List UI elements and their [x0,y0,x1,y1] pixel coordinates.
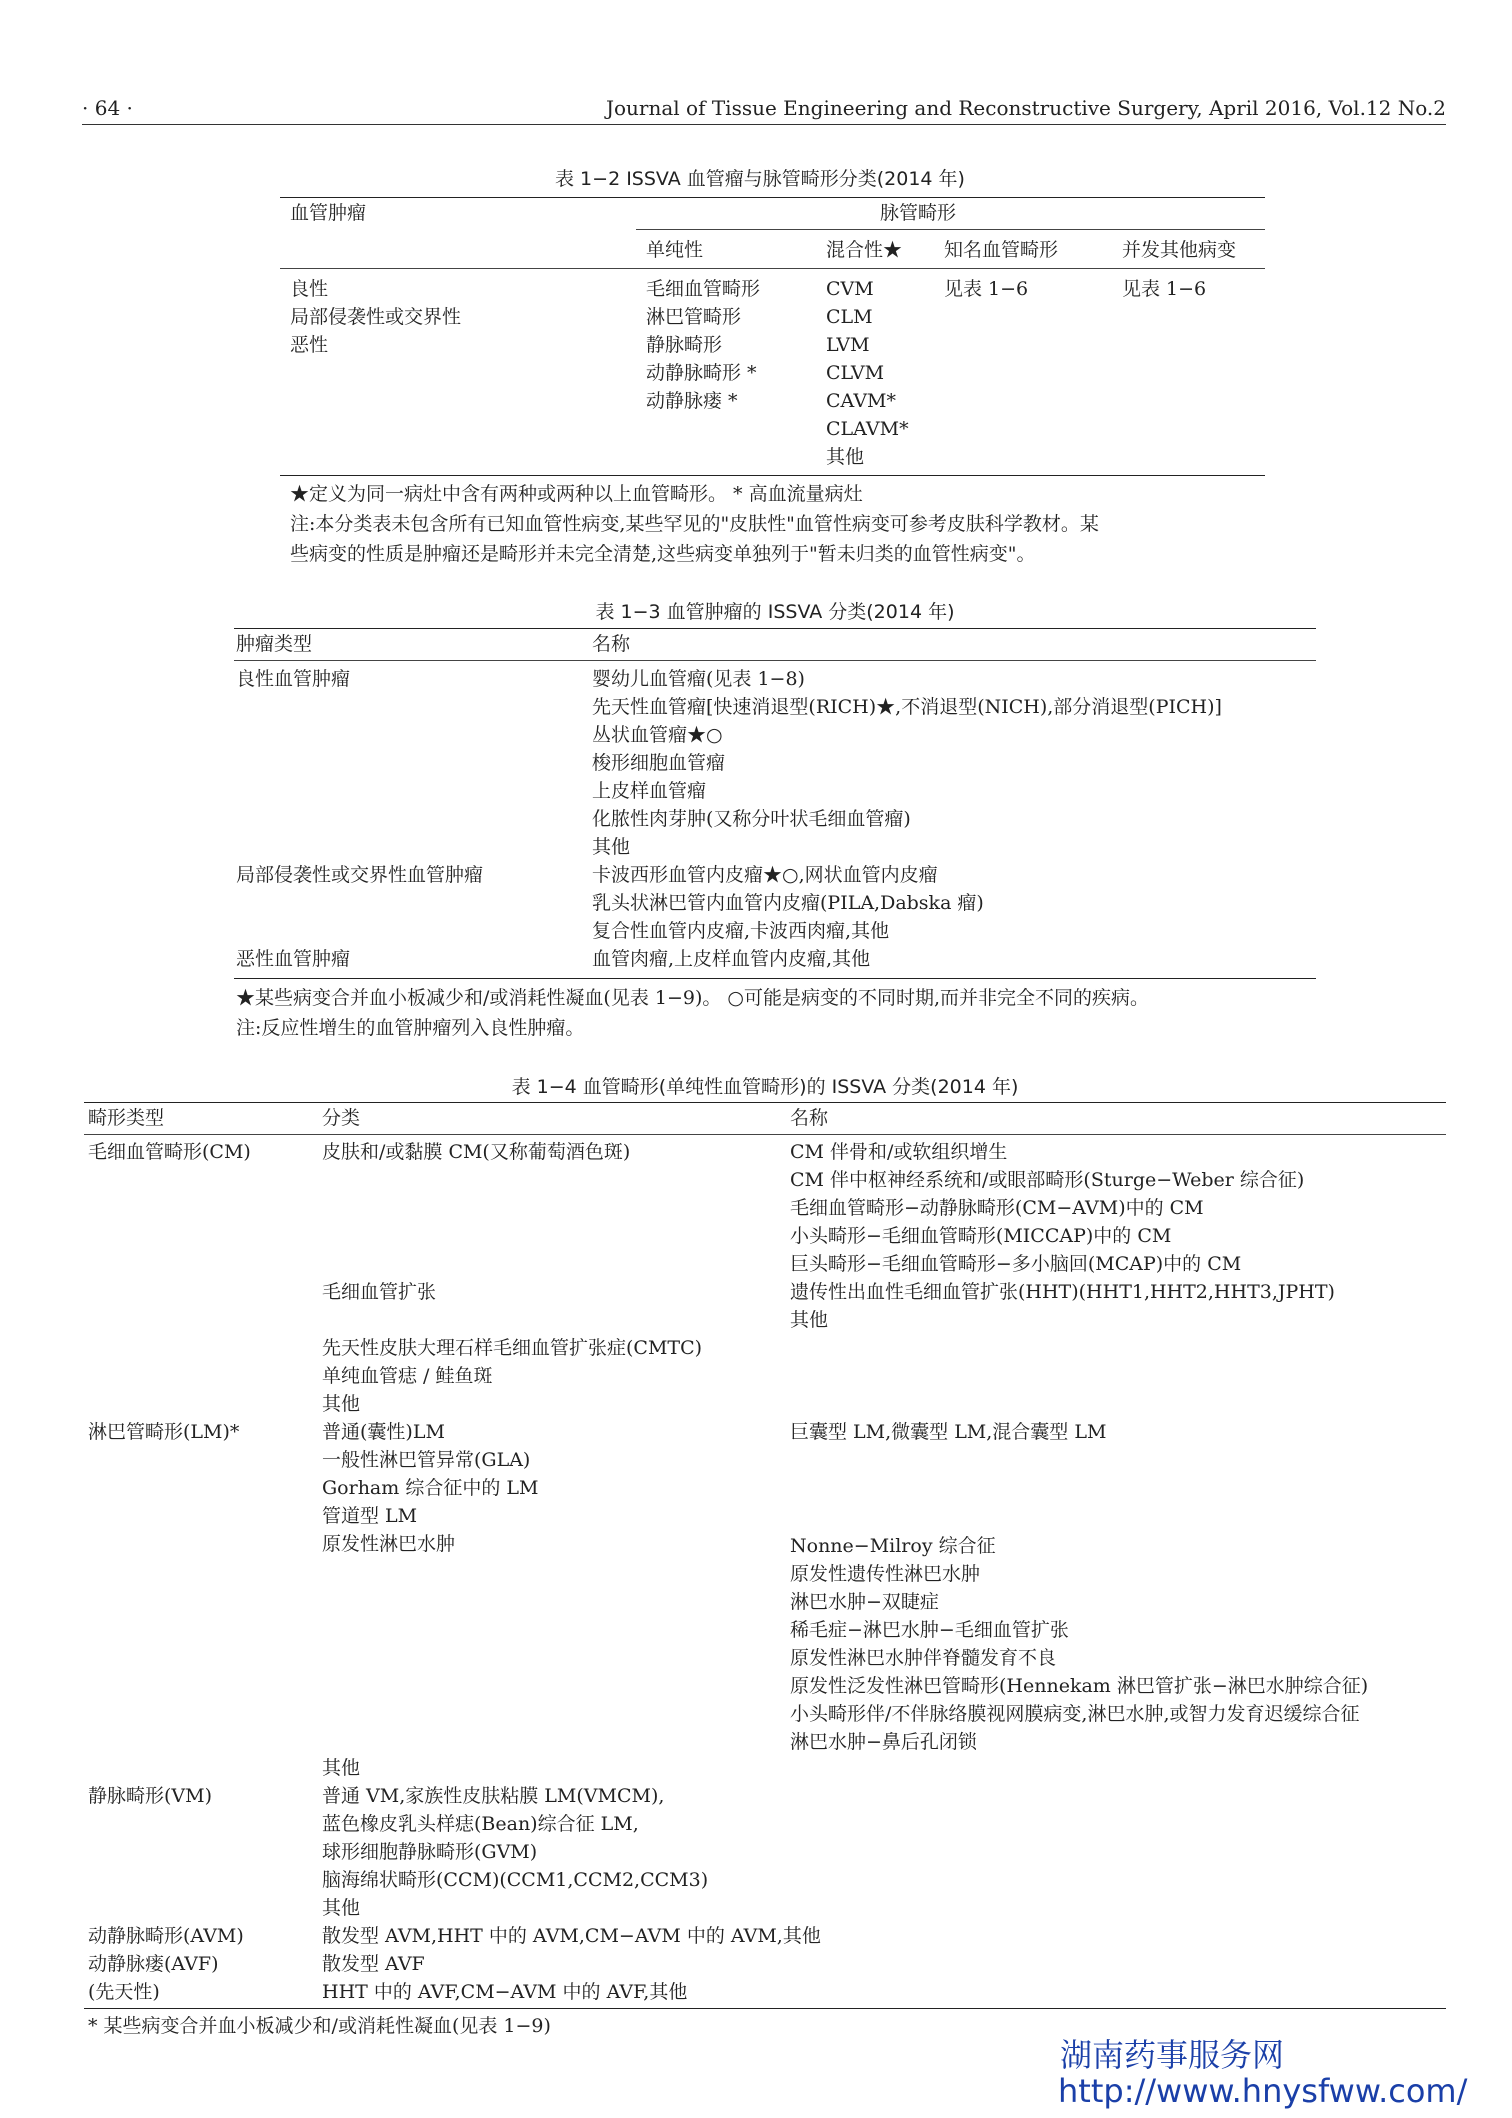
table-1-4-class: 散发型 AVF [322,1953,425,1975]
mixed-item: CLM [826,306,873,328]
table-1-2-other-ref: 见表 1−6 [1122,278,1207,300]
table-1-4-bottom-rule [84,2008,1446,2009]
tumor-item: 局部侵袭性或交界性 [290,306,462,328]
table-1-2-simple-list [646,275,760,415]
table-1-4-class: 毛细血管扩张 [322,1281,437,1303]
simple-item: 动静脉畸形 * [646,362,757,384]
table-1-4-class: 先天性皮肤大理石样毛细血管扩张症(CMTC) [322,1337,703,1359]
table-1-4-class: Gorham 综合征中的 LM [322,1477,539,1499]
table-1-2-header-rule [280,268,1265,269]
malformation-name: 小头畸形−毛细血管畸形(MICCAP)中的 CM [790,1225,1172,1247]
table-1-2-named-ref: 见表 1−6 [944,278,1029,300]
tumor-name: 乳头状淋巴管内血管内皮瘤(PILA,Dabska 瘤) [592,892,984,914]
tumor-name: 卡波西形血管内皮瘤★○,网状血管内皮瘤 [592,864,938,886]
table-1-2-sub-other: 并发其他病变 [1122,239,1237,261]
table-1-3-col-type: 肿瘤类型 [236,633,313,655]
table-1-2-sub-mixed: 混合性★ [826,239,903,261]
table-1-3-name-list [592,945,870,973]
malformation-name: 淋巴水肿−双睫症 [790,1591,939,1613]
table-1-3-header-rule [234,660,1316,661]
table-1-4-top-rule [84,1102,1446,1103]
table-1-4-title: 表 1−4 血管畸形(单纯性血管畸形)的 ISSVA 分类(2014 年) [511,1076,1019,1098]
table-1-4-class: 其他 [322,1393,361,1415]
table-1-4-class: 散发型 AVM,HHT 中的 AVM,CM−AVM 中的 AVM,其他 [322,1925,821,1947]
malformation-name: 小头畸形伴/不伴脉络膜视网膜病变,淋巴水肿,或智力发育迟缓综合征 [790,1703,1360,1725]
simple-item: 静脉畸形 [646,334,723,356]
table-1-2-col-malformation: 脉管畸形 [880,202,957,224]
simple-item: 动静脉瘘 * [646,390,738,412]
malformation-name: 原发性淋巴水肿伴脊髓发育不良 [790,1647,1057,1669]
tumor-item: 良性 [290,278,329,300]
table-1-4-class: 其他 [322,1757,361,1779]
table-1-4-class: 普通 VM,家族性皮肤粘膜 LM(VMCM), [322,1785,665,1807]
table-1-2-sub-rule [636,229,1265,230]
malformation-name: 原发性遗传性淋巴水肿 [790,1563,981,1585]
mixed-item: 其他 [826,446,865,468]
table-1-4-type: 动静脉瘘(AVF) [88,1953,219,1975]
table-1-3-top-rule [234,628,1316,629]
table-1-4-class: 蓝色橡皮乳头样痣(Bean)综合征 LM, [322,1813,639,1835]
table-1-4-type: 淋巴管畸形(LM)* [88,1421,240,1443]
tumor-name: 先天性血管瘤[快速消退型(RICH)★,不消退型(NICH),部分消退型(PICH)] [592,696,1222,718]
table-1-4-class: 单纯血管痣 / 鲑鱼斑 [322,1365,493,1387]
journal-header: Journal of Tissue Engineering and Reconstructive Surgery, April 2016, Vol.12 No.2 [605,96,1446,120]
table-1-4-class: 皮肤和/或黏膜 CM(又称葡萄酒色斑) [322,1141,631,1163]
table-1-4-name-list [790,1532,1368,1756]
tumor-name: 血管肉瘤,上皮样血管内皮瘤,其他 [592,948,871,970]
table-1-2-col-tumor: 血管肿瘤 [290,202,367,224]
table-1-2-footnote: ★定义为同一病灶中含有两种或两种以上血管畸形。 * 高血流量病灶 [290,483,863,505]
watermark-url[interactable]: http://www.hnysfww.com/ [1058,2072,1468,2110]
malformation-name: 原发性泛发性淋巴管畸形(Hennekam 淋巴管扩张−淋巴水肿综合征) [790,1675,1369,1697]
tumor-name: 上皮样血管瘤 [592,780,707,802]
watermark-site-name: 湖南药事服务网 [1060,2036,1285,2074]
table-1-4-class: 一般性淋巴管异常(GLA) [322,1449,531,1471]
mixed-item: CLAVM* [826,418,909,440]
mixed-item: CAVM* [826,390,896,412]
malformation-name: 稀毛症−淋巴水肿−毛细血管扩张 [790,1619,1069,1641]
table-1-4-name: 巨囊型 LM,微囊型 LM,混合囊型 LM [790,1421,1107,1443]
tumor-name: 其他 [592,836,631,858]
table-1-4-class: 球形细胞静脉畸形(GVM) [322,1841,538,1863]
table-1-4-class: HHT 中的 AVF,CM−AVM 中的 AVF,其他 [322,1981,688,2003]
table-1-2-sub-named: 知名血管畸形 [944,239,1059,261]
mixed-item: CLVM [826,362,885,384]
header-rule [82,124,1446,125]
table-1-4-col-type: 畸形类型 [88,1107,165,1129]
table-1-4-header-rule [84,1134,1446,1135]
page-number: · 64 · [82,96,133,120]
table-1-4-type: 毛细血管畸形(CM) [88,1141,251,1163]
table-1-3-type: 良性血管肿瘤 [236,668,351,690]
tumor-name: 丛状血管瘤★○ [592,724,723,746]
table-1-3-bottom-rule [234,978,1316,979]
table-1-4-class: 其他 [322,1897,361,1919]
table-1-4-footnote: * 某些病变合并血小板减少和/或消耗性凝血(见表 1−9) [88,2015,551,2037]
table-1-3-footnote: ★某些病变合并血小板减少和/或消耗性凝血(见表 1−9)。 ○可能是病变的不同时期,而并非完全不同的疾病。 [236,987,1150,1009]
simple-item: 毛细血管畸形 [646,278,761,300]
malformation-name: Nonne−Milroy 综合征 [790,1535,996,1557]
table-1-4-class: 脑海绵状畸形(CCM)(CCM1,CCM2,CCM3) [322,1869,709,1891]
malformation-name: 巨头畸形−毛细血管畸形−多小脑回(MCAP)中的 CM [790,1253,1242,1275]
tumor-item: 恶性 [290,334,329,356]
mixed-item: CVM [826,278,874,300]
malformation-name: CM 伴骨和/或软组织增生 [790,1141,1008,1163]
table-1-2-sub-simple: 单纯性 [646,239,704,261]
table-1-3-type: 局部侵袭性或交界性血管肿瘤 [236,864,484,886]
table-1-4-type: 动静脉畸形(AVM) [88,1925,244,1947]
malformation-name: 毛细血管畸形−动静脉畸形(CM−AVM)中的 CM [790,1197,1204,1219]
malformation-name: CM 伴中枢神经系统和/或眼部畸形(Sturge−Weber 综合征) [790,1169,1305,1191]
tumor-name: 复合性血管内皮瘤,卡波西肉瘤,其他 [592,920,890,942]
table-1-2-note-line1: 注:本分类表未包含所有已知血管性病变,某些罕见的"皮肤性"血管性病变可参考皮肤科学教材。某 [290,513,1099,535]
malformation-name: 遗传性出血性毛细血管扩张(HHT)(HHT1,HHT2,HHT3,JPHT) [790,1281,1335,1303]
table-1-2-title: 表 1−2 ISSVA 血管瘤与脉管畸形分类(2014 年) [555,168,965,190]
table-1-4-col-class: 分类 [322,1107,361,1129]
table-1-3-note: 注:反应性增生的血管肿瘤列入良性肿瘤。 [236,1017,585,1039]
table-1-4-class: 管道型 LM [322,1505,418,1527]
table-1-3-title: 表 1−3 血管肿瘤的 ISSVA 分类(2014 年) [595,601,955,623]
table-1-3-name-list [592,665,1222,861]
table-1-4-type: 静脉畸形(VM) [88,1785,213,1807]
table-1-2-bottom-rule [280,475,1265,476]
mixed-item: LVM [826,334,870,356]
table-1-4-class: 原发性淋巴水肿 [322,1533,456,1555]
table-1-2-mixed-list [826,275,909,471]
malformation-name: 其他 [790,1309,829,1331]
simple-item: 淋巴管畸形 [646,306,742,328]
tumor-name: 梭形细胞血管瘤 [592,752,726,774]
table-1-3-col-name: 名称 [592,633,631,655]
table-1-3-name-list [592,861,984,945]
table-1-4-col-name: 名称 [790,1107,829,1129]
table-1-2-note-line2: 些病变的性质是肿瘤还是畸形并未完全清楚,这些病变单独列于"暂未归类的血管性病变"。 [290,543,1036,565]
table-1-2-top-rule [280,197,1265,198]
table-1-4-name-list [790,1138,1304,1278]
tumor-name: 婴幼儿血管瘤(见表 1−8) [592,668,805,690]
table-1-4-name-list [790,1278,1335,1334]
table-1-2-tumor-list [290,275,461,359]
table-1-3-type: 恶性血管肿瘤 [236,948,351,970]
table-1-4-type: (先天性) [88,1981,160,2003]
table-1-4-class: 普通(囊性)LM [322,1421,445,1443]
tumor-name: 化脓性肉芽肿(又称分叶状毛细血管瘤) [592,808,911,830]
malformation-name: 淋巴水肿−鼻后孔闭锁 [790,1731,977,1753]
